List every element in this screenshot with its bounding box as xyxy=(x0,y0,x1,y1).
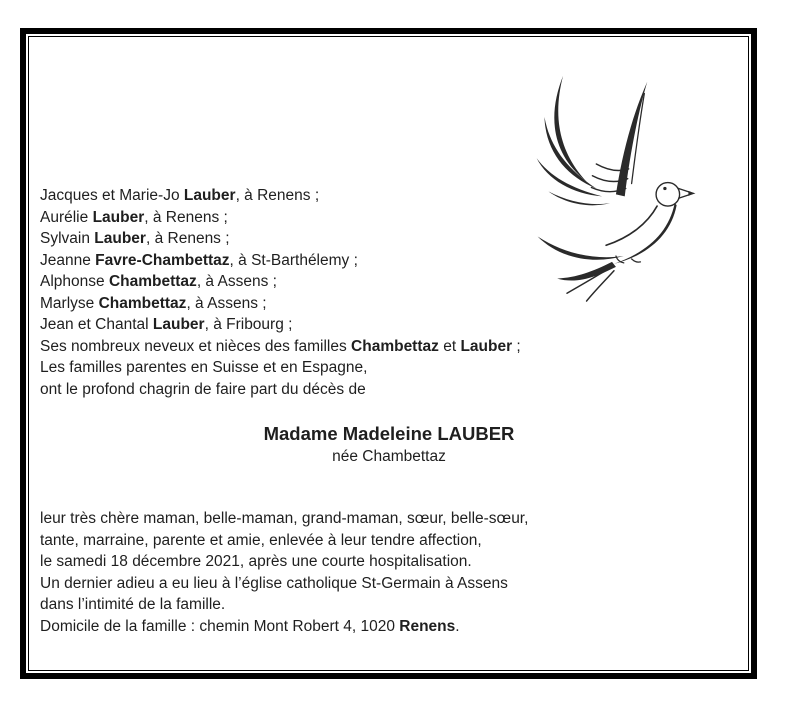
text-segment: , à Renens ; xyxy=(145,230,230,247)
text-line xyxy=(40,357,738,379)
text-segment: Jean et Chantal xyxy=(40,316,153,333)
text-line xyxy=(40,336,738,358)
text-segment: , à St-Barthélemy ; xyxy=(229,251,358,269)
text-line xyxy=(40,573,738,595)
text-line xyxy=(40,314,738,336)
text-segment: Jeanne xyxy=(40,251,96,269)
text-line xyxy=(40,250,738,272)
family-name: Chambettaz xyxy=(351,337,439,355)
relatives-list xyxy=(40,185,738,400)
maiden-name: née Chambettaz xyxy=(332,448,446,465)
text-line xyxy=(40,508,738,530)
deceased-name: Madame Madeleine LAUBER xyxy=(263,423,515,444)
family-name: Renens xyxy=(399,617,456,635)
text-line xyxy=(40,379,738,401)
decorative-outer-frame xyxy=(20,28,757,679)
deceased-title-block xyxy=(40,422,738,468)
notice-paragraph xyxy=(40,508,738,637)
family-name: Lauber xyxy=(460,337,513,355)
text-segment: Marlyse xyxy=(40,294,99,312)
text-line xyxy=(40,551,738,573)
text-line xyxy=(40,207,738,229)
text-segment: , à Fribourg ; xyxy=(204,316,293,333)
text-segment: Les familles parentes en Suisse et en Espagne, xyxy=(40,359,368,376)
text-segment: le samedi 18 décembre 2021, après une courte hospitalisation. xyxy=(40,553,472,570)
family-name: Favre-Chambettaz xyxy=(95,251,230,269)
text-segment: tante, marraine, parente et amie, enlevée à leur tendre affection, xyxy=(40,531,482,549)
decorative-inner-frame xyxy=(28,36,749,671)
text-line xyxy=(40,271,738,293)
text-segment: , à Assens ; xyxy=(186,294,267,312)
text-line xyxy=(40,530,738,552)
text-line xyxy=(40,616,738,638)
text-segment: Domicile de la famille : chemin Mont Robert 4, 1020 xyxy=(40,617,400,635)
family-name: Lauber xyxy=(92,208,145,226)
text-segment: ont le profond chagrin de faire part du décès de xyxy=(40,380,366,398)
text-segment: , à Renens ; xyxy=(144,208,228,226)
text-segment: . xyxy=(455,617,460,635)
family-name: Lauber xyxy=(152,316,205,333)
family-name: Chambettaz xyxy=(98,294,187,312)
family-name: Lauber xyxy=(94,230,146,247)
text-segment: Un dernier adieu a eu lieu à l’église catholique St-Germain à Assens xyxy=(40,574,508,592)
text-line xyxy=(40,228,738,250)
text-segment: et xyxy=(438,337,461,355)
text-segment: leur très chère maman, belle-maman, grand-maman, sœur, belle-sœur, xyxy=(40,510,529,527)
text-segment: dans l’intimité de la famille. xyxy=(40,596,226,613)
text-segment: Sylvain xyxy=(40,230,95,247)
text-segment: Aurélie xyxy=(40,208,93,226)
text-segment: , à Assens ; xyxy=(196,273,277,290)
text-segment: Ses nombreux neveux et nièces des familles xyxy=(40,337,352,355)
text-segment: , à Renens ; xyxy=(235,187,320,204)
text-line xyxy=(40,594,738,616)
text-segment: Alphonse xyxy=(40,273,109,290)
text-line xyxy=(40,185,738,207)
text-segment: ; xyxy=(512,337,521,355)
text-line xyxy=(40,293,738,315)
family-name: Lauber xyxy=(183,187,236,204)
text-segment: Jacques et Marie-Jo xyxy=(40,187,184,204)
family-name: Chambettaz xyxy=(108,273,197,290)
